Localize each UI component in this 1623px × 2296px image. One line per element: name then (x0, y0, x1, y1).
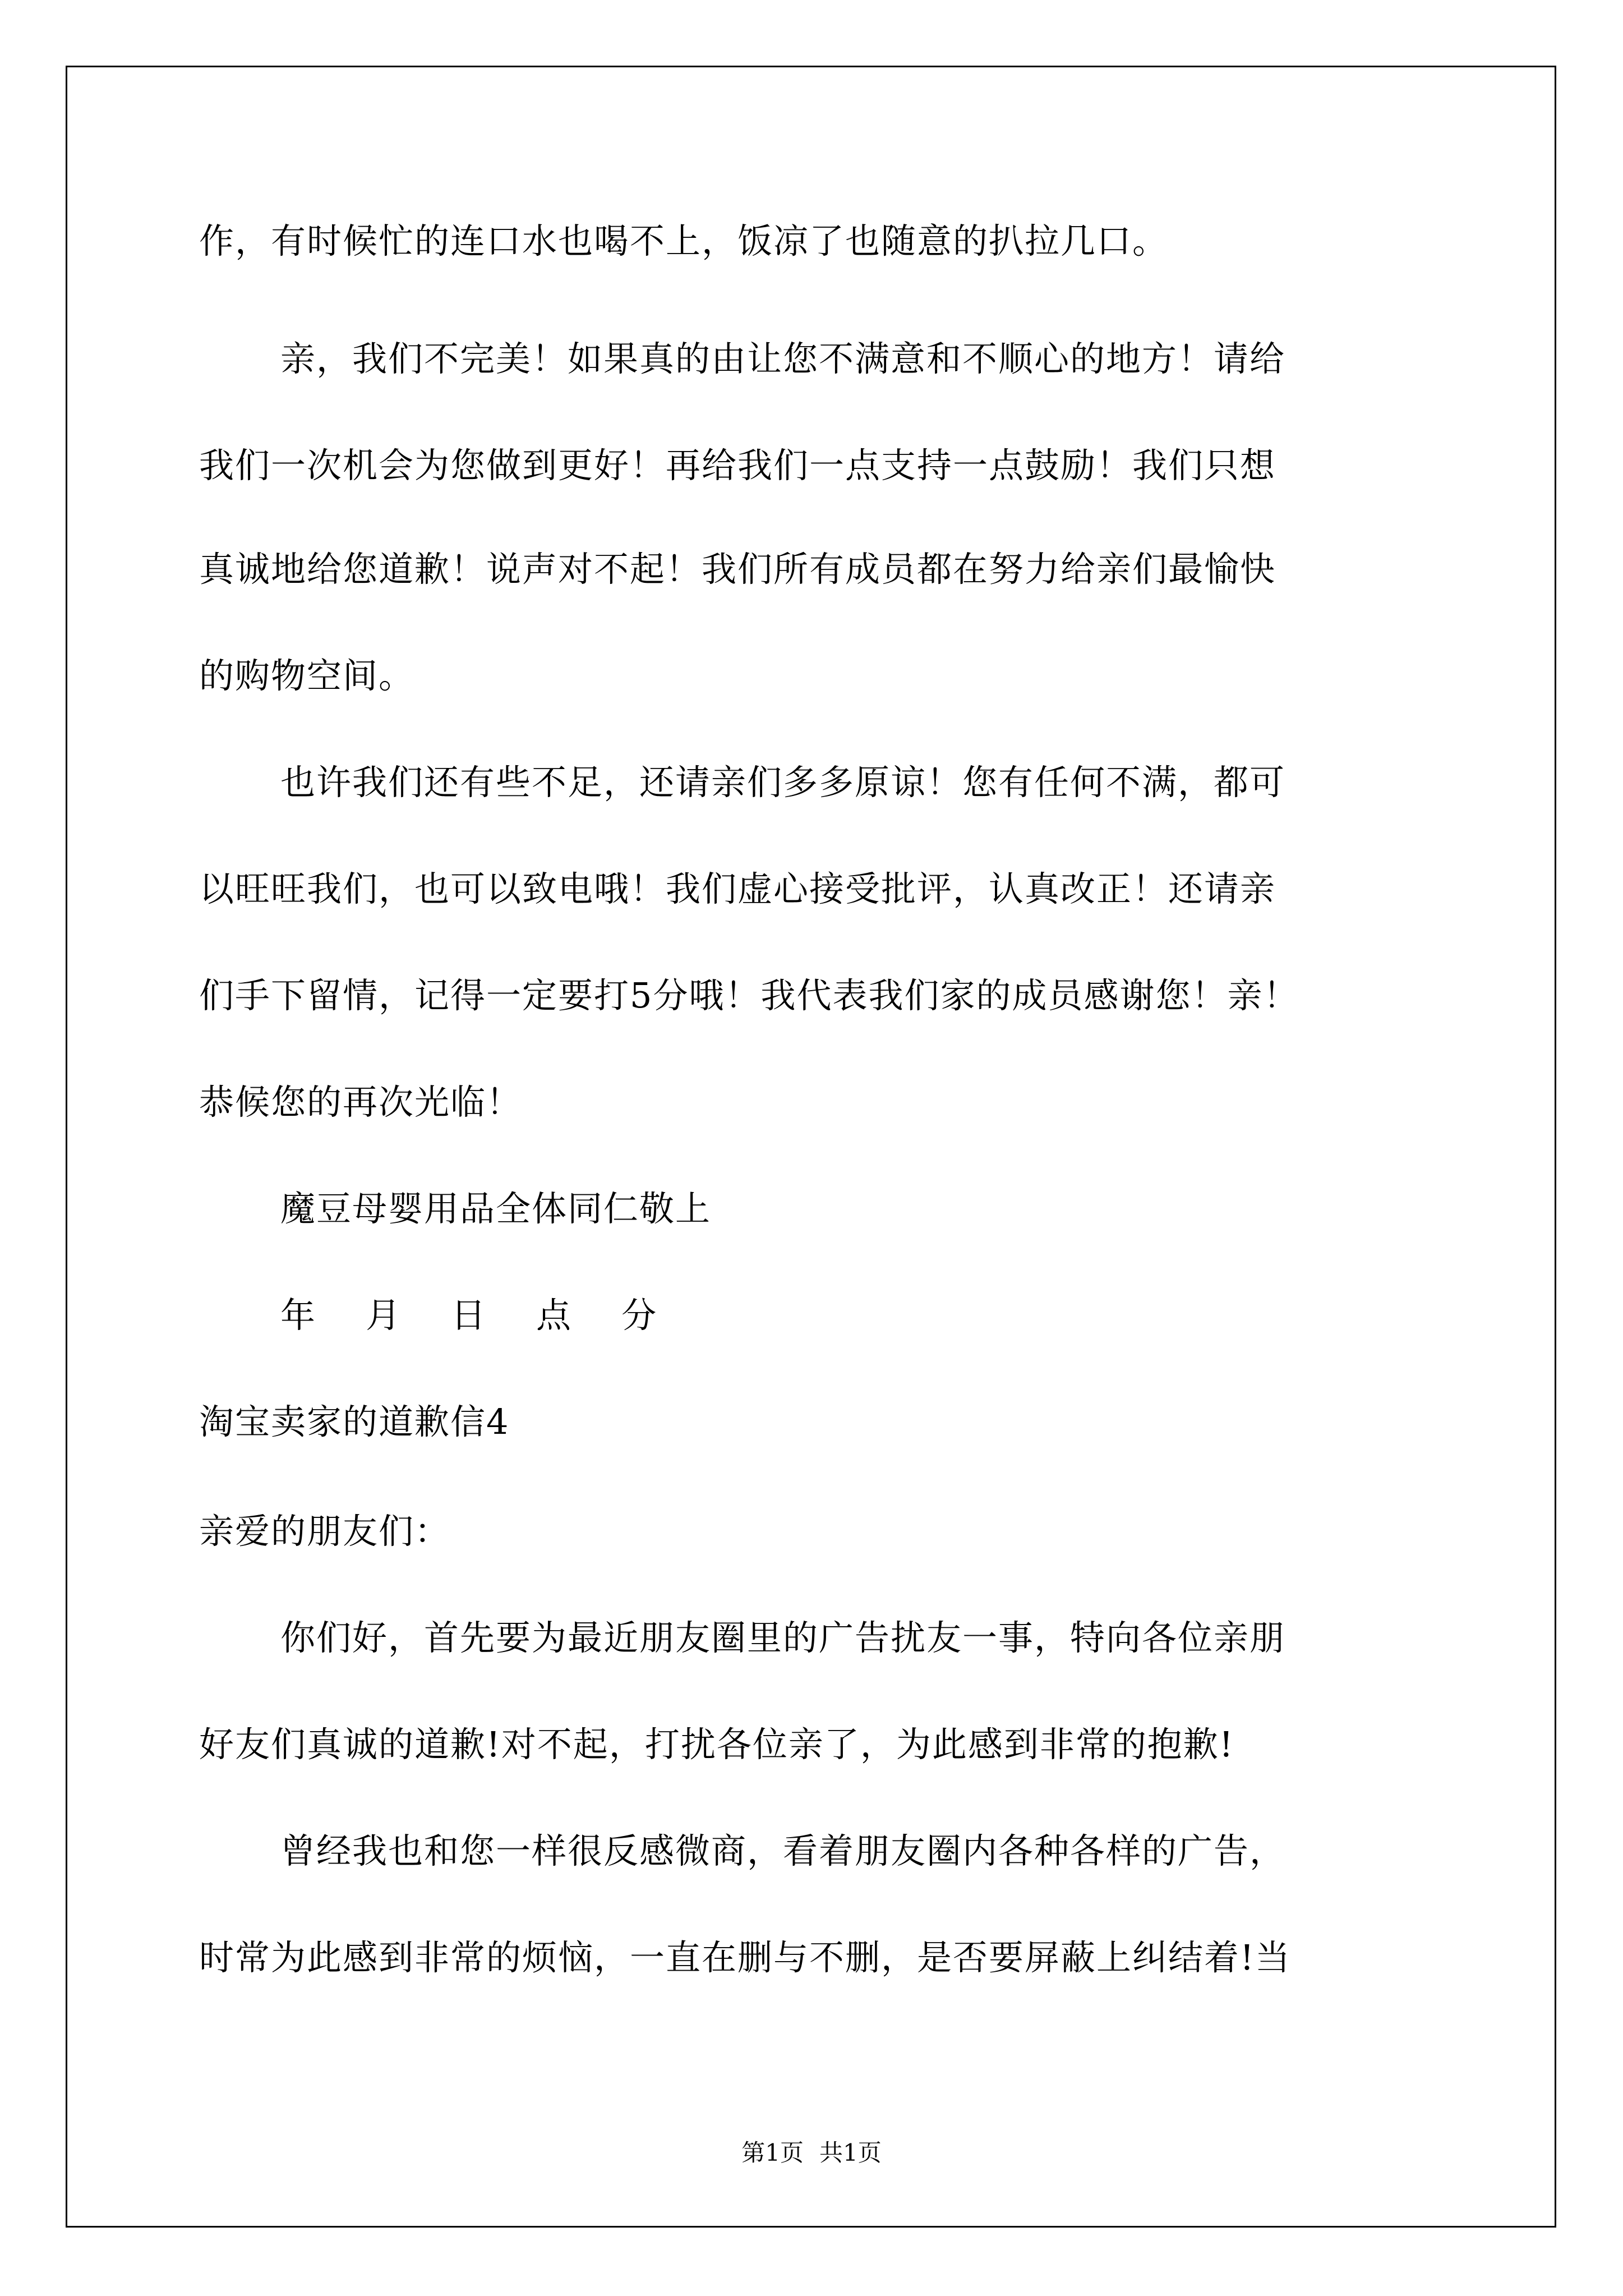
text-line: 恭候您的再次光临！ (199, 1082, 523, 1122)
text-line: 们手下留情，记得一定要打5分哦！我代表我们家的成员感谢您！亲！ (199, 975, 1299, 1016)
text-line: 真诚地给您道歉！说声对不起！我们所有成员都在努力给亲们最愉快 (199, 549, 1276, 590)
text-line: 的购物空间。 (199, 655, 415, 696)
text-line: 以旺旺我们，也可以致电哦！我们虚心接受批评，认真改正！还请亲 (199, 868, 1276, 909)
signature-line: 魔豆母婴用品全体同仁敬上 (280, 1188, 712, 1229)
date-year-label: 年 (280, 1295, 317, 1336)
text-line: 时常为此感到非常的烦恼，一直在删与不删，是否要屏蔽上纠结着!当 (199, 1937, 1291, 1978)
page-number: 第1页 (741, 2139, 804, 2166)
page-total: 共1页 (819, 2139, 882, 2166)
date-placeholder-row (280, 1293, 707, 1338)
page-footer (0, 2136, 1623, 2170)
date-minute-label: 分 (621, 1295, 658, 1336)
text-line: 你们好，首先要为最近朋友圈里的广告扰友一事，特向各位亲朋 (280, 1617, 1286, 1658)
text-line: 也许我们还有些不足，还请亲们多多原谅！您有任何不满，都可 (280, 762, 1286, 803)
text-line: 我们一次机会为您做到更好！再给我们一点支持一点鼓励！我们只想 (199, 445, 1276, 486)
date-day-label: 日 (451, 1295, 487, 1336)
salutation: 亲爱的朋友们： (199, 1511, 451, 1552)
text-line: 曾经我也和您一样很反感微商，看着朋友圈内各种各样的广告， (280, 1830, 1286, 1871)
text-line: 好友们真诚的道歉!对不起，打扰各位亲了，为此感到非常的抱歉! (199, 1724, 1234, 1765)
page-border (66, 66, 1556, 2228)
section-heading: 淘宝卖家的道歉信4 (199, 1401, 510, 1442)
date-hour-label: 点 (536, 1295, 573, 1336)
date-month-label: 月 (366, 1295, 402, 1336)
text-line: 亲，我们不完美！如果真的由让您不满意和不顺心的地方！请给 (280, 338, 1286, 379)
text-line: 作，有时候忙的连口水也喝不上，饭凉了也随意的扒拉几口。 (199, 220, 1169, 261)
